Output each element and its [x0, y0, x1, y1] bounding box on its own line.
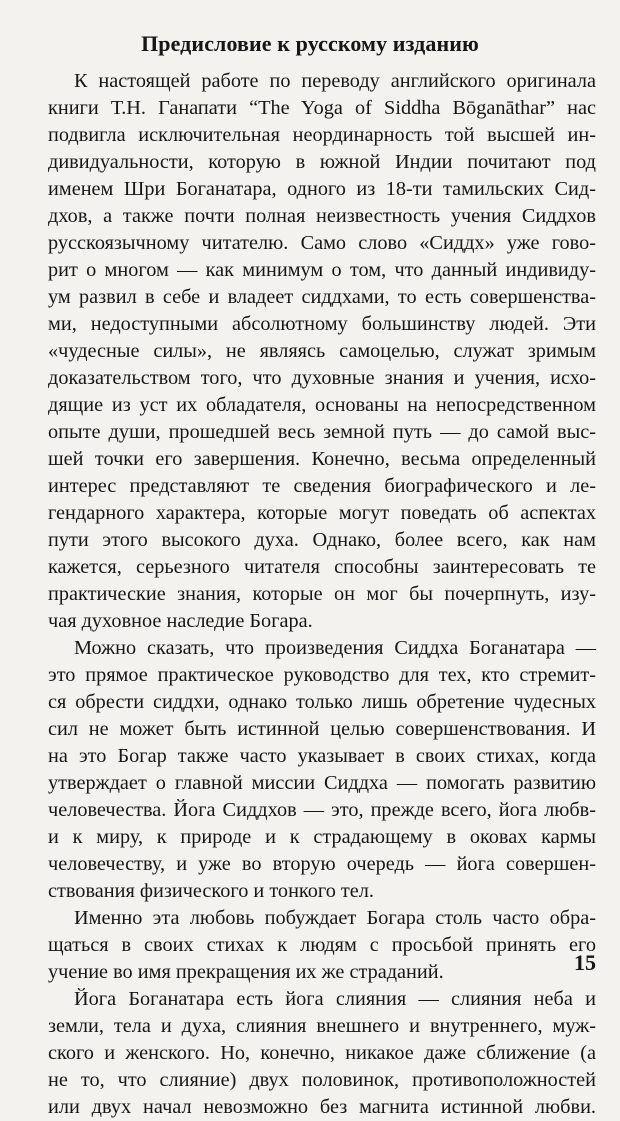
text-line: опыте души, прошедшей весь земной путь — до самой выс-	[48, 421, 596, 443]
text-line: Йога Боганатара есть йога слияния — слияния неба и	[74, 988, 596, 1010]
body-text	[48, 68, 596, 1121]
text-line: ум развил в себе и владеет сиддхами, то есть совершенства-	[48, 286, 596, 308]
paragraph	[48, 68, 596, 635]
text-line: пути этого высокого духа. Однако, более всего, как нам	[48, 529, 596, 551]
text-line: именем Шри Боганатара, одного из 18-ти тамильских Сид-	[48, 178, 596, 200]
text-line: рит о многом — как минимум о том, что данный индивиду-	[48, 259, 596, 281]
text-line: утверждает о главной миссии Сиддха — помогать развитию	[48, 772, 596, 794]
paragraph	[48, 905, 596, 986]
text-line: щаться в своих стихах к людям с просьбой принять его	[48, 934, 596, 956]
text-line: интерес представляют те сведения биографического и ле-	[48, 475, 596, 497]
text-line: книги Т.Н. Ганапати “The Yoga of Siddha Bōganāthar” нас	[48, 97, 596, 119]
text-line: русскоязычному читателю. Само слово «Сиддх» уже гово-	[48, 232, 596, 254]
text-line: или двух начал невозможно без магнита истинной любви.	[48, 1096, 596, 1118]
text-line: доказательством того, что духовные знания и учения, исхо-	[48, 367, 596, 389]
text-line: подвигла исключительная неординарность той высшей ин-	[48, 124, 596, 146]
page-number: 15	[574, 950, 596, 975]
text-line: чая духовное наследие Богара.	[48, 610, 313, 632]
text-line: ми, недоступными абсолютному большинству людей. Эти	[48, 313, 596, 335]
text-line: человечества. Йога Сиддхов — это, прежде всего, йога любв-	[48, 799, 596, 821]
text-line: ствования физического и тонкого тел.	[48, 880, 374, 902]
text-line: Можно сказать, что произведения Сиддха Боганатара —	[74, 637, 596, 659]
text-line: дящие из уст их обладателя, основаны на непосредственном	[48, 394, 596, 416]
text-line: Именно эта любовь побуждает Богара столь часто обра-	[74, 907, 596, 929]
paragraph	[48, 986, 596, 1121]
text-line: шей точки его завершения. Конечно, весьма определенный	[48, 448, 596, 470]
text-line: и к миру, к природе и к страдающему в оковах кармы	[48, 826, 596, 848]
paragraph	[48, 635, 596, 905]
text-line: дхов, а также почти полная неизвестность учения Сиддхов	[48, 205, 596, 227]
text-line: учение во имя прекращения их же страданий.	[48, 961, 444, 983]
page-heading: Предисловие к русскому изданию	[141, 31, 479, 56]
text-line: это прямое практическое руководство для тех, кто стремит-	[48, 664, 596, 686]
text-line: не то, что слияние) двух половинок, противоположностей	[48, 1069, 596, 1091]
text-line: дивидуальности, которую в южной Индии почитают под	[48, 151, 596, 173]
text-line: кажется, серьезного читателя способны заинтересовать те	[48, 556, 596, 578]
text-line: «чудесные силы», не являясь самоцелью, служат зримым	[48, 340, 596, 362]
text-line: ского и женского. Но, конечно, никакое даже сближение (а	[48, 1042, 596, 1064]
text-line: земли, тела и духа, слияния внешнего и внутреннего, муж-	[48, 1015, 596, 1037]
text-line: сил не может быть истинной целью совершенствования. И	[48, 718, 596, 740]
text-line: практические знания, которые он мог бы почерпнуть, изу-	[48, 583, 596, 605]
text-line: гендарного характера, которые могут поведать об аспектах	[48, 502, 596, 524]
text-line: К настоящей работе по переводу английского оригинала	[74, 70, 596, 92]
text-line: ся обрести сиддхи, однако только лишь обретение чудесных	[48, 691, 596, 713]
text-line: на это Богар также часто указывает в своих стихах, когда	[48, 745, 596, 767]
text-line: человечеству, и уже во вторую очередь — йога совершен-	[48, 853, 596, 875]
